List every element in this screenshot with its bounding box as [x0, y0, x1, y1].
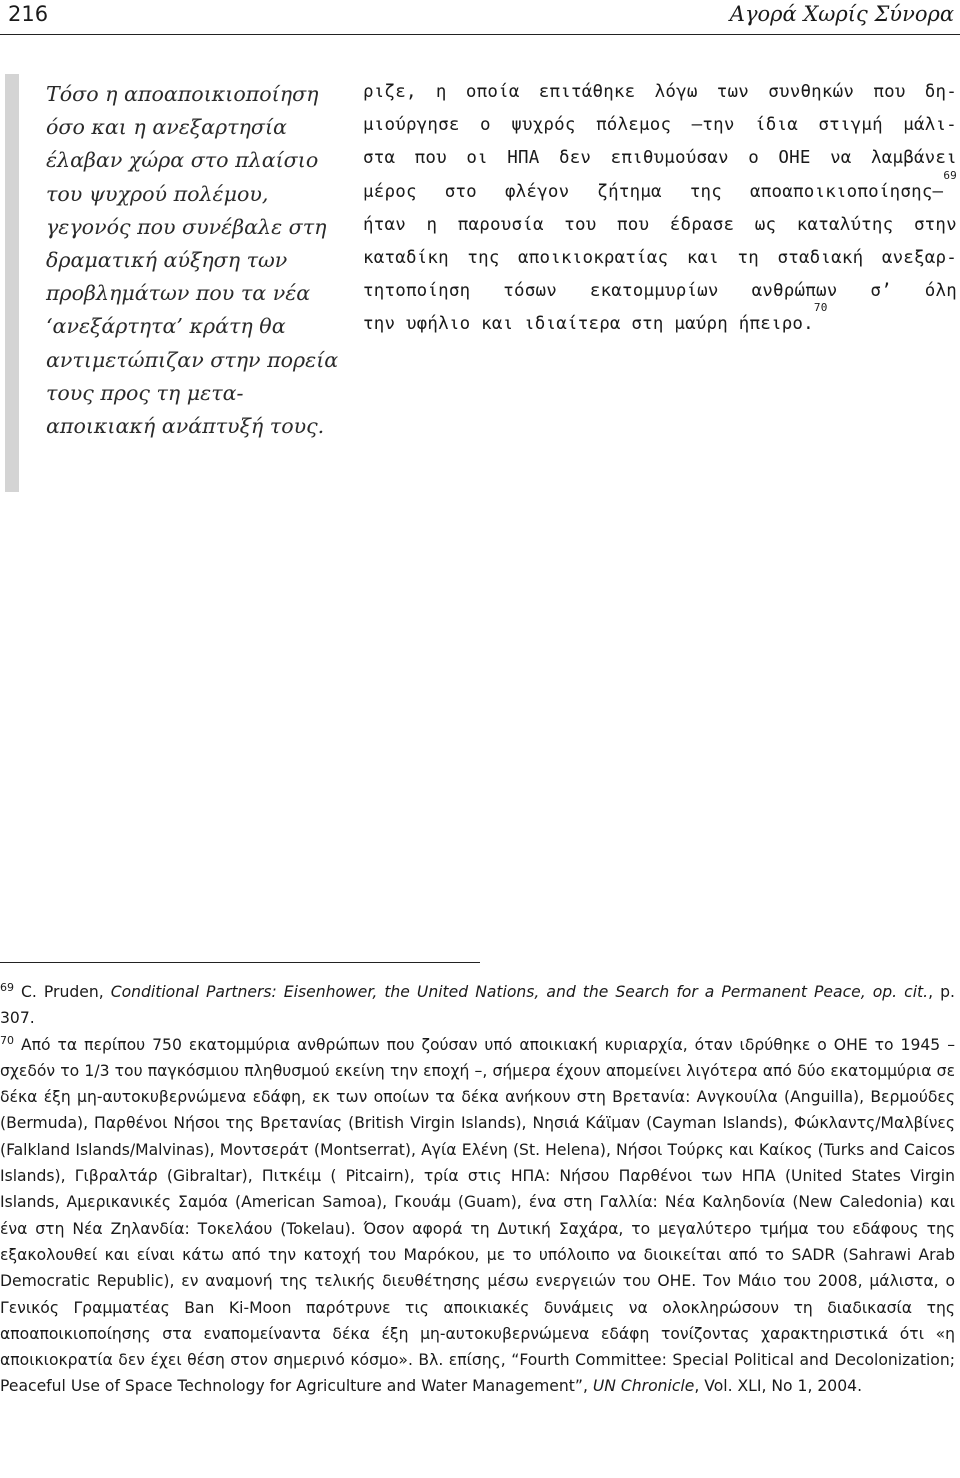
footnote-69: [0, 979, 955, 1032]
body-line: ριζε, η οποία επιτάθηκε λόγω των συνθηκών που δη-: [363, 82, 957, 102]
body-line: στα που οι ΗΠΑ δεν επιθυμούσαν ο ΟΗΕ να λαμβάνει: [363, 148, 957, 169]
pull-quote-line: έλαβαν χώρα στο πλαίσιο: [46, 148, 319, 173]
body-line: μέρος στο φλέγον ζήτημα της αποαποικιοποίησης– 69: [363, 176, 957, 209]
running-title: Αγορά Χωρίς Σύνορα: [729, 2, 954, 26]
pull-quote-line: του ψυχρού πολέμου,: [46, 181, 269, 206]
body-text: [363, 76, 957, 342]
pull-quote-line: τους προς τη μετα-: [46, 380, 244, 405]
footnote-title: Conditional Partners: Eisenhower, the United Nations, and the Search for a Permanent Peace, op. cit.: [110, 983, 929, 1001]
footnote-text: , Vol. XLI, No 1, 2004.: [694, 1377, 863, 1396]
header-rule: [0, 34, 960, 35]
footnote-ref-70[interactable]: 70: [813, 301, 828, 315]
pull-quote-line: αποικιακή ανάπτυξή τους.: [46, 414, 325, 439]
pull-quote-line: δραματική αύξηση των: [46, 248, 288, 273]
footnote-number: 70: [0, 1033, 14, 1047]
footnote-journal: UN Chronicle: [592, 1377, 695, 1396]
body-line: καταδίκη της αποικιοκρατίας και τη σταδιακή ανεξαρ-: [363, 248, 957, 269]
pull-quote-line: Τόσο η αποαποικιοποίηση: [46, 82, 319, 106]
pull-quote-line: όσο και η ανεξαρτησία: [46, 115, 287, 140]
body-line: ήταν η παρουσία του που έδρασε ως καταλύτης στην: [363, 214, 957, 235]
body-line: τητοποίηση τόσων εκατομμυρίων ανθρώπων σ’ όλη: [363, 281, 957, 302]
pull-quote: [46, 78, 346, 443]
body-line: μιούργησε ο ψυχρός πόλεμος –την ίδια στιγμή μάλι-: [363, 115, 957, 136]
pull-quote-bar: [5, 74, 19, 492]
page-header: [0, 0, 960, 36]
pull-quote-line: προβλημάτων που τα νέα: [46, 281, 311, 306]
pull-quote-line: ‘ανεξάρτητα’ κράτη θα: [46, 314, 286, 339]
footnote-ref-69[interactable]: 69: [943, 168, 957, 182]
body-line: την υφήλιο και ιδιαίτερα στη μαύρη ήπειρο. 70: [363, 308, 957, 341]
footnote-text: Από τα περίπου 750 εκατομμύρια ανθρώπων που ζούσαν υπό αποικιακή κυριαρχία, όταν ιδρύθηκε ο ΟΗΕ το 1945 – σχεδόν το 1/3 του παγκόσμιου πληθυσμού εκείνη την εποχή –, σήμερα έχουν απομείνει λιγότερα από δύο εκατομμύρια σε δέκα έξη μη-αυτοκυβερνώμενα εδάφη, εκ των οποίων τα δέκα ανήκουν στη Βρετανία: Ανγκουίλα (Anguilla), Βερμούδες (Bermuda), Παρθένοι Νήσοι της Βρετανίας (British Virgin Islands), Νησιά Κάϊμαν (Cayman Islands), Φώκλαντς/Μαλβίνες (Falkland Islands/Malvinas), Μοντσεράτ (Montserrat), Αγία Ελένη (St. Helena), Νήσοι Τούρκς και Καίκος (Turks and Caicos Islands), Γιβραλτάρ (Gibraltar), Πιτκέιμ ( Pitcairn), τρία στις ΗΠΑ: Νήσου Παρθένοι των ΗΠΑ (United States Virgin Islands, Αμερικανικές Σαμόα (American Samoa), Γκουάμ (Guam), ένα στη Γαλλία: Νέα Καληδονία (New Caledonia) και ένα στη Νέα Ζηλανδία: Τοκελάου (Tokelau). Όσον αφορά τη Δυτική Σαχάρα, το μεγαλύτερο τμήμα του εδάφους της εξακολουθεί και είναι κάτω από την κατοχή του Μαρόκου, με το υπόλοιπο να διοικείται από το SADR (Sahrawi Arab Democratic Republic), εν αναμονή της τελικής διευθέτησης μέσω ενεργειών του ΟΗΕ. Τον Μάιο του 2008, μάλιστα, ο Γενικός Γραμματέας Ban Ki-Moon παρότρυνε τις αποικιακές δυνάμεις να ολοκληρώσουν τη διαδικασία της αποαποικιοποίησης στα εναπομείναντα δέκα έξη μη-αυτοκυβερνώμενα εδάφη τονίζοντας χαρακτηριστικά ότι «η αποικιοκρατία δεν έχει θέση στον σημερινό κόσμο». Βλ. επίσης, “Fourth Committee: Special Political and Decolonization; Peaceful Use of Space Technology for Agriculture and Water Management”,: [0, 1035, 955, 1396]
footnote-author: C. Pruden,: [21, 983, 111, 1001]
footnote-text: , p. 307.: [0, 983, 955, 1028]
footnote-70: [0, 1032, 955, 1400]
footnote-rule: [0, 962, 480, 963]
page-number: 216: [8, 2, 49, 26]
pull-quote-line: γεγονός που συνέβαλε στη: [46, 214, 327, 239]
pull-quote-line: αντιμετώπιζαν στην πορεία: [46, 347, 339, 372]
footnotes: [0, 979, 955, 1400]
footnote-number: 69: [0, 980, 14, 994]
